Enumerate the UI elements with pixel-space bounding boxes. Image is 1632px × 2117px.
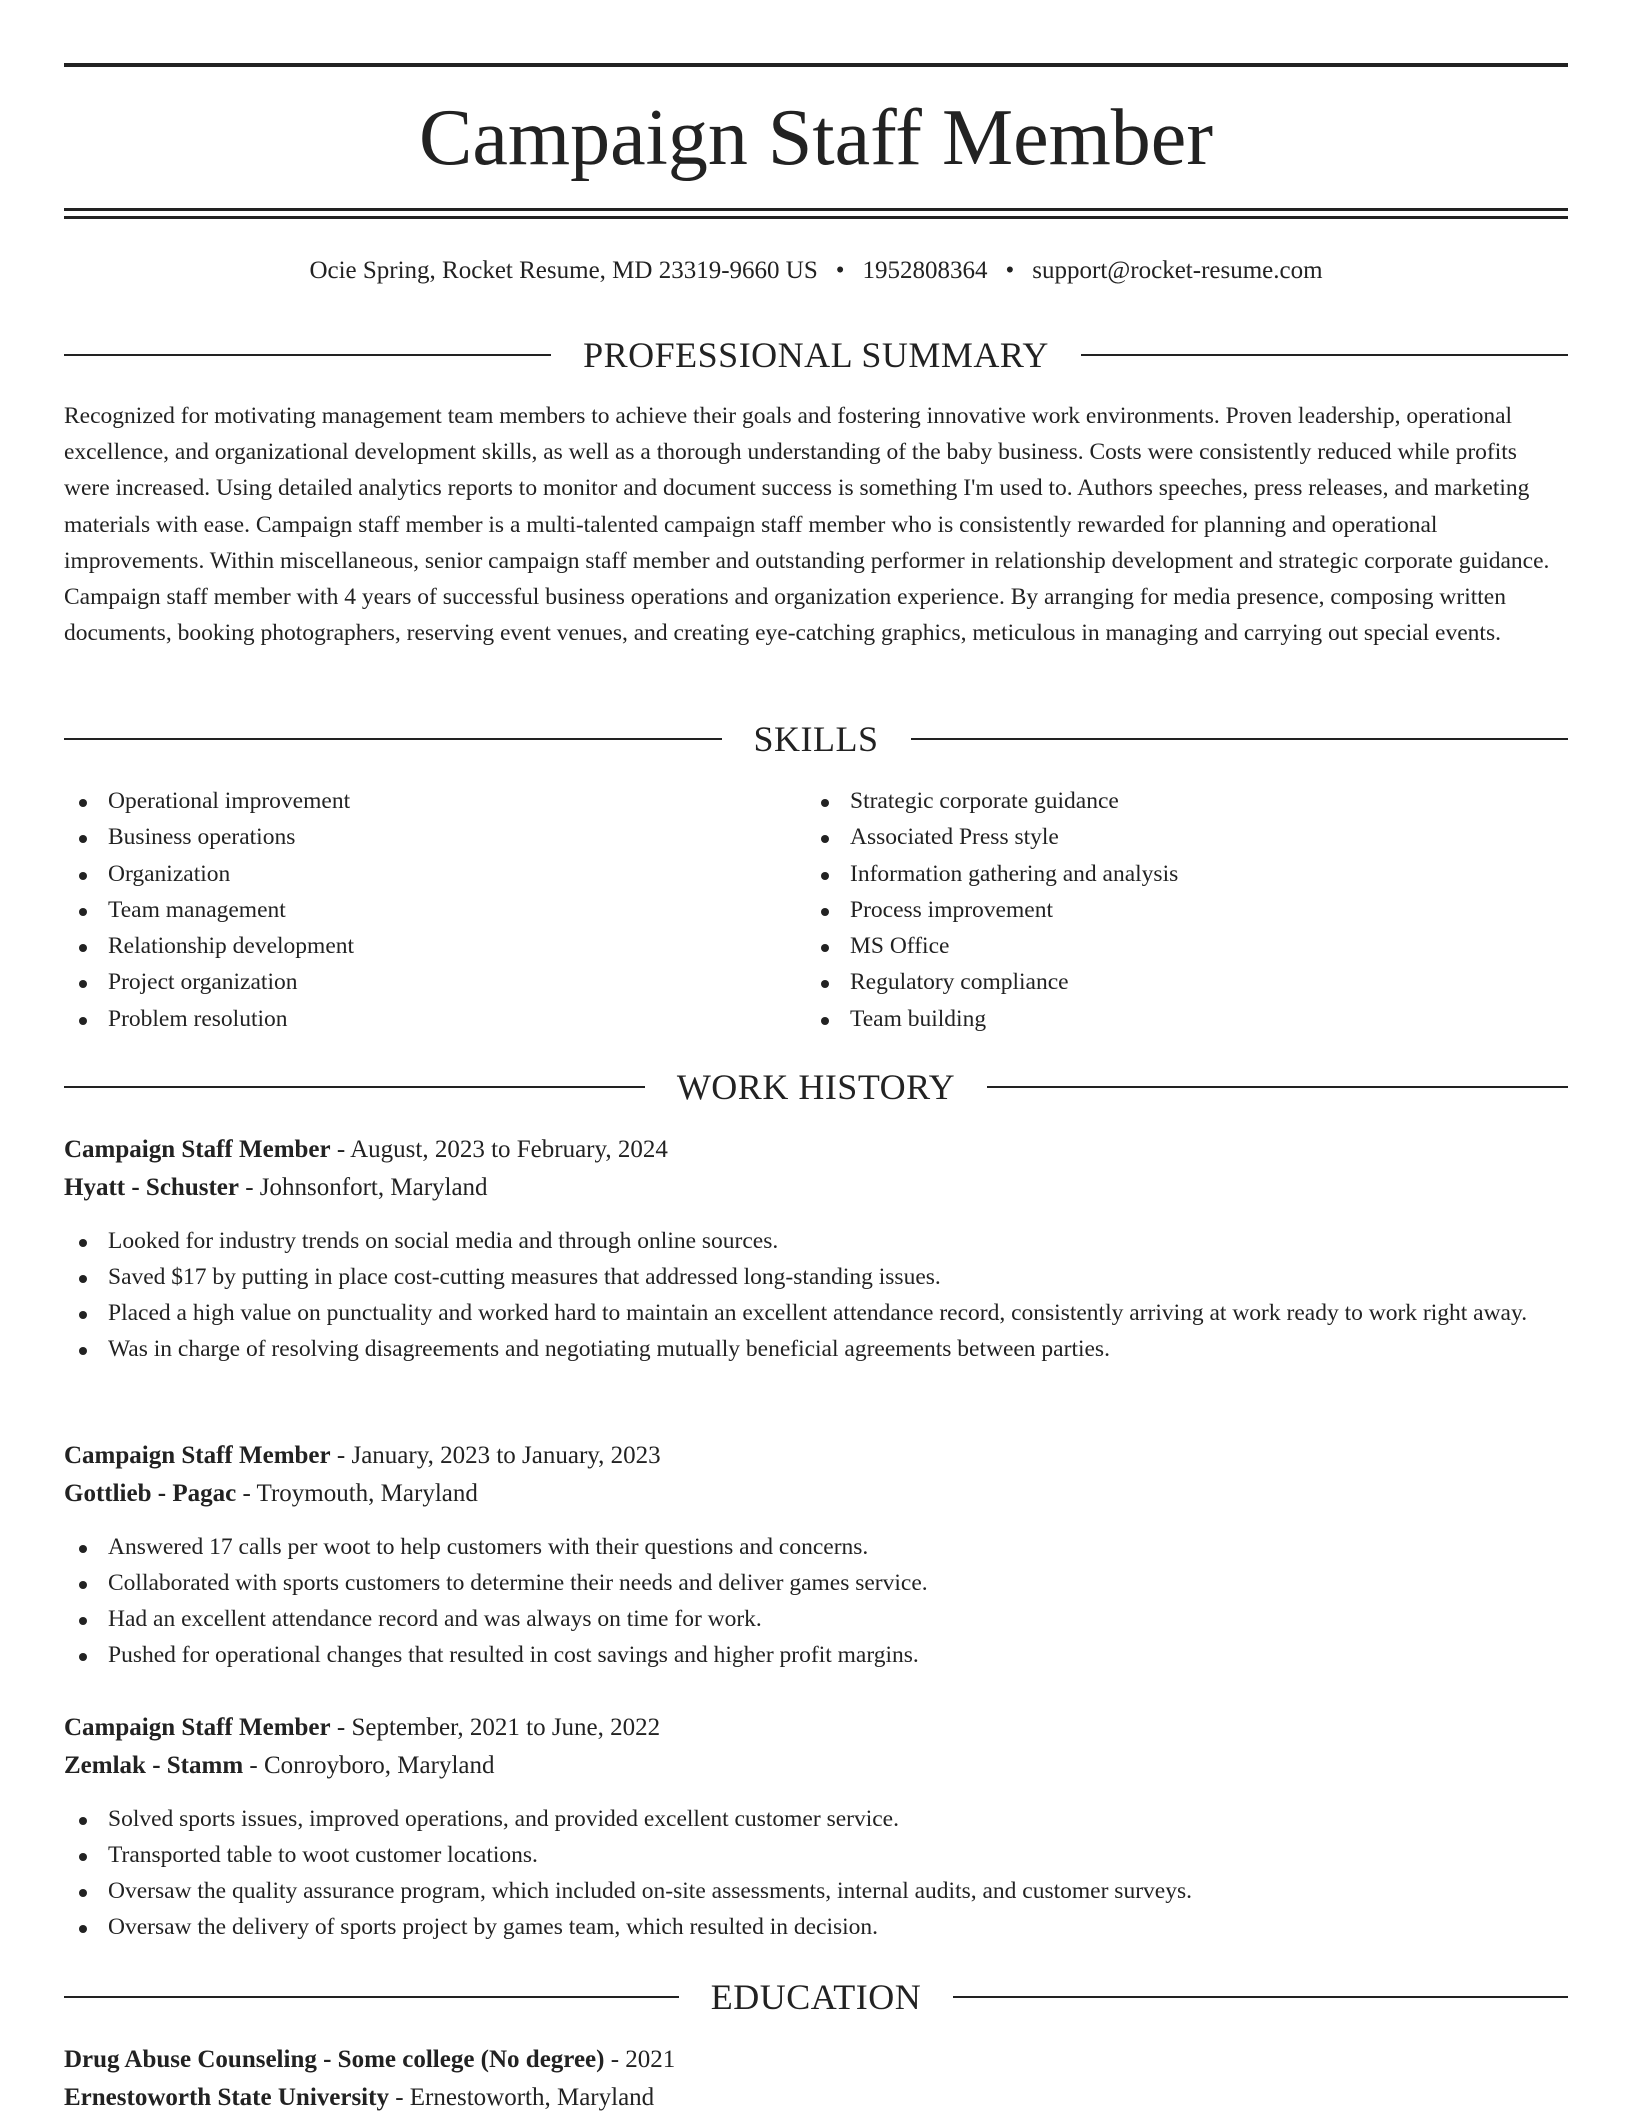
header-top-rule xyxy=(64,63,1568,67)
job-duty: Transported table to woot customer locations. xyxy=(64,1837,1568,1873)
heading-rule-left xyxy=(64,1996,679,1998)
job-title: Campaign Staff Member xyxy=(64,1442,331,1469)
job-duty: Collaborated with sports customers to determine their needs and deliver games service. xyxy=(64,1565,1568,1601)
job-duty: Looked for industry trends on social media and through online sources. xyxy=(64,1223,1568,1259)
job-duty: Solved sports issues, improved operations, and provided excellent customer service. xyxy=(64,1801,1568,1837)
heading-rule-left xyxy=(64,354,551,356)
education-school-line xyxy=(64,2079,1568,2117)
job-dates: - August, 2023 to February, 2024 xyxy=(330,1136,668,1163)
skill-item: Team management xyxy=(64,892,764,928)
job-title-line xyxy=(64,1709,1568,1747)
work-entry xyxy=(64,1131,1568,1367)
skill-item: Regulatory compliance xyxy=(806,964,1506,1000)
heading-rule-right xyxy=(1081,354,1568,356)
job-title: Campaign Staff Member xyxy=(64,1136,331,1163)
skill-item: Business operations xyxy=(64,819,764,855)
skill-item: Problem resolution xyxy=(64,1001,764,1037)
skill-item: Organization xyxy=(64,856,764,892)
section-heading-skills xyxy=(64,717,1568,761)
job-duty: Was in charge of resolving disagreements and negotiating mutually beneficial agreements between parties. xyxy=(64,1331,1568,1367)
job-title-line xyxy=(64,1437,1568,1475)
job-company-line xyxy=(64,1475,1568,1513)
resume-name: Campaign Staff Member xyxy=(419,94,1213,182)
education-degree: Drug Abuse Counseling - Some college (No degree) xyxy=(64,2046,605,2073)
heading-rule-left xyxy=(64,1086,645,1088)
job-duty: Answered 17 calls per woot to help customers with their questions and concerns. xyxy=(64,1529,1568,1565)
job-duty: Saved $17 by putting in place cost-cutting measures that addressed long-standing issues. xyxy=(64,1259,1568,1295)
section-title: WORK HISTORY xyxy=(676,1067,956,1107)
skill-item: Operational improvement xyxy=(64,783,764,819)
skill-item: MS Office xyxy=(806,928,1506,964)
skill-item: Process improvement xyxy=(806,892,1506,928)
contact-email: support@rocket-resume.com xyxy=(1032,257,1323,284)
skills-list-right xyxy=(806,783,1506,1037)
skills-list-left xyxy=(64,783,764,1037)
heading-rule-right xyxy=(987,1086,1568,1088)
header-double-rule-lower xyxy=(64,216,1568,219)
education-year: - 2021 xyxy=(604,2046,676,2073)
education-entry xyxy=(64,2041,1568,2117)
education-degree-line xyxy=(64,2041,1568,2079)
section-heading-work-history xyxy=(64,1065,1568,1109)
header-double-rule-upper xyxy=(64,208,1568,211)
education-location: - Ernestoworth, Maryland xyxy=(388,2084,655,2111)
work-entry xyxy=(64,1709,1568,1945)
job-location: - Troymouth, Maryland xyxy=(236,1480,478,1507)
job-dates: - January, 2023 to January, 2023 xyxy=(330,1442,661,1469)
skill-item: Team building xyxy=(806,1001,1506,1037)
heading-rule-right xyxy=(911,738,1569,740)
job-duty: Pushed for operational changes that resulted in cost savings and higher profit margins. xyxy=(64,1637,1568,1673)
section-heading-education xyxy=(64,1975,1568,2019)
contact-separator: • xyxy=(835,257,845,284)
contact-phone: 1952808364 xyxy=(862,257,988,284)
job-location: - Johnsonfort, Maryland xyxy=(238,1174,488,1201)
job-title-line xyxy=(64,1131,1568,1169)
job-duty: Oversaw the quality assurance program, which included on-site assessments, internal audits, and customer surveys. xyxy=(64,1873,1568,1909)
skill-item: Project organization xyxy=(64,964,764,1000)
job-title: Campaign Staff Member xyxy=(64,1714,331,1741)
contact-separator: • xyxy=(1005,257,1015,284)
job-location: - Conroyboro, Maryland xyxy=(243,1752,495,1779)
job-duty: Placed a high value on punctuality and worked hard to maintain an excellent attendance record, consistently arriving at work ready to work right away. xyxy=(64,1295,1568,1331)
heading-rule-left xyxy=(64,738,722,740)
section-heading-summary xyxy=(64,333,1568,377)
job-company: Hyatt - Schuster xyxy=(64,1174,239,1201)
job-company: Zemlak - Stamm xyxy=(64,1752,244,1779)
job-duty: Had an excellent attendance record and was always on time for work. xyxy=(64,1601,1568,1637)
skill-item: Relationship development xyxy=(64,928,764,964)
summary-paragraph: Recognized for motivating management team members to achieve their goals and fostering innovative work environments. Proven leadership, operational excellence, and organizational development skills, as well as a thorough understanding of the baby business. Costs were consistently reduced while profits were increased. Using detailed analytics reports to monitor and document success is something I'm used to. Authors speeches, press releases, and marketing materials with ease. Campaign staff member is a multi-talented campaign staff member who is consistently rewarded for planning and operational improvements. Within miscellaneous, senior campaign staff member and outstanding performer in relationship development and strategic corporate guidance. Campaign staff member with 4 years of successful business operations and organization experience. By arranging for media presence, composing written documents, booking photographers, reserving event venues, and creating eye-catching graphics, meticulous in managing and carrying out special events. xyxy=(64,403,1550,647)
skill-item: Associated Press style xyxy=(806,819,1506,855)
section-title: EDUCATION xyxy=(710,1977,922,2017)
job-dates: - September, 2021 to June, 2022 xyxy=(330,1714,661,1741)
job-duties-list xyxy=(64,1801,1568,1945)
contact-line xyxy=(64,253,1568,289)
job-duties-list xyxy=(64,1223,1568,1367)
job-company-line xyxy=(64,1747,1568,1785)
job-company-line xyxy=(64,1169,1568,1207)
section-title: SKILLS xyxy=(753,719,879,759)
skill-item: Information gathering and analysis xyxy=(806,856,1506,892)
section-title: PROFESSIONAL SUMMARY xyxy=(583,335,1049,375)
skill-item: Strategic corporate guidance xyxy=(806,783,1506,819)
contact-address: Ocie Spring, Rocket Resume, MD 23319-9660 US xyxy=(309,257,818,284)
job-company: Gottlieb - Pagac xyxy=(64,1480,237,1507)
work-entry xyxy=(64,1437,1568,1673)
heading-rule-right xyxy=(953,1996,1568,1998)
education-school: Ernestoworth State University xyxy=(64,2084,389,2111)
job-duties-list xyxy=(64,1529,1568,1673)
job-duty: Oversaw the delivery of sports project by games team, which resulted in decision. xyxy=(64,1909,1568,1945)
